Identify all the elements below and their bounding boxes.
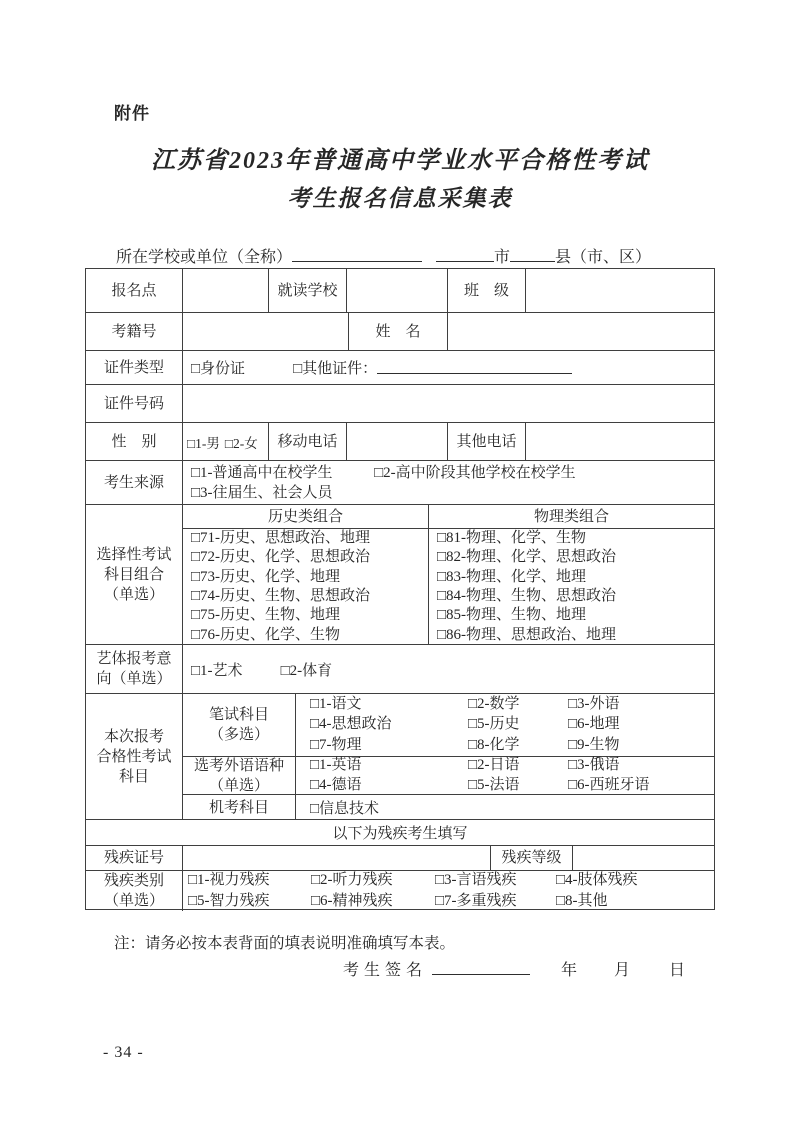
disability-level-input[interactable] bbox=[573, 846, 714, 870]
attending-school-input[interactable] bbox=[347, 269, 448, 312]
class-input[interactable] bbox=[526, 269, 714, 312]
checkbox-option[interactable]: □2-听力残疾 bbox=[311, 872, 393, 889]
checkbox-option[interactable]: □3-言语残疾 bbox=[435, 872, 517, 889]
checkbox-option[interactable]: □5-法语 bbox=[468, 777, 520, 793]
checkbox-option[interactable]: □74-历史、生物、思想政治 bbox=[191, 588, 371, 604]
checkbox-option[interactable]: □71-历史、思想政治、地理 bbox=[191, 530, 371, 547]
arts-intention-options bbox=[183, 645, 714, 693]
written-subjects-label-line1: 笔试科目 bbox=[208, 707, 269, 723]
checkbox-option[interactable]: □5-智力残疾 bbox=[188, 892, 270, 909]
foreign-language-label-line2: （单选） bbox=[208, 777, 269, 794]
form-title-line1: 江苏省2023年普通高中学业水平合格性考试 bbox=[151, 148, 649, 174]
name-label: 姓 名 bbox=[349, 313, 448, 350]
disability-section-header: 以下为残疾考生填写 bbox=[332, 826, 468, 842]
arts-intention-label-line1: 艺体报考意 bbox=[96, 651, 172, 667]
exam-number-label: 考籍号 bbox=[86, 313, 183, 350]
checkbox-option[interactable]: □82-物理、化学、思想政治 bbox=[437, 549, 617, 566]
arts-intention-label bbox=[86, 645, 183, 693]
date-day-label: 日 bbox=[669, 962, 686, 979]
checkbox-option[interactable]: □1-语文 bbox=[310, 696, 362, 713]
foreign-language-row bbox=[183, 757, 714, 795]
id-number-input[interactable] bbox=[183, 385, 714, 422]
current-exam-label-line1: 本次报考 bbox=[103, 728, 164, 745]
selective-combo-label bbox=[86, 505, 183, 644]
school-line bbox=[116, 244, 736, 267]
checkbox-option-male[interactable]: □1-男 bbox=[187, 435, 220, 451]
gender-options bbox=[183, 423, 269, 460]
checkbox-option[interactable]: □7-多重残疾 bbox=[435, 892, 517, 909]
disability-cert-label: 残疾证号 bbox=[86, 846, 183, 870]
registration-point-input[interactable] bbox=[183, 269, 269, 312]
checkbox-option[interactable]: □3-外语 bbox=[568, 696, 620, 713]
note-line: 注：请务必按本表背面的填表说明准确填写本表。 bbox=[114, 935, 456, 952]
form-row-exam-number bbox=[86, 313, 714, 351]
form-row-current-exam bbox=[86, 694, 714, 820]
registration-point-label: 报名点 bbox=[86, 269, 183, 312]
current-exam-label bbox=[86, 694, 183, 819]
form-row-disability-type bbox=[86, 871, 714, 911]
checkbox-option[interactable]: □4-德语 bbox=[310, 777, 362, 793]
disability-type-label-line2: （单选） bbox=[103, 893, 164, 909]
gender-label: 性 别 bbox=[86, 423, 183, 460]
other-phone-label: 其他电话 bbox=[448, 423, 526, 460]
checkbox-option[interactable]: □2-日语 bbox=[468, 756, 520, 773]
written-subjects-row bbox=[183, 694, 714, 757]
signature-line bbox=[0, 957, 800, 983]
current-exam-label-line3: 科目 bbox=[118, 768, 149, 785]
city-blank[interactable] bbox=[436, 246, 494, 262]
checkbox-option[interactable]: □6-地理 bbox=[568, 716, 620, 733]
checkbox-option-it[interactable]: □信息技术 bbox=[310, 801, 380, 817]
name-input[interactable] bbox=[448, 313, 714, 350]
form-row-disability-cert bbox=[86, 846, 714, 871]
arts-intention-label-line2: 向（单选） bbox=[96, 671, 172, 687]
computer-exam-label: 机考科目 bbox=[183, 795, 296, 820]
checkbox-option[interactable]: □81-物理、化学、生物 bbox=[437, 530, 587, 547]
checkbox-option[interactable]: □7-物理 bbox=[310, 736, 362, 753]
checkbox-option[interactable]: □9-生物 bbox=[568, 736, 620, 753]
physics-combo-header: 物理类组合 bbox=[533, 508, 609, 525]
form-title-line2: 考生报名信息采集表 bbox=[287, 186, 513, 211]
physics-combo-options bbox=[437, 529, 616, 645]
checkbox-option-other-cert[interactable]: □其他证件： bbox=[293, 361, 378, 377]
disability-type-options bbox=[183, 871, 714, 911]
id-type-label: 证件类型 bbox=[86, 351, 183, 384]
disability-type-label-line1: 残疾类别 bbox=[103, 873, 164, 889]
county-blank[interactable] bbox=[510, 246, 555, 262]
disability-cert-input[interactable] bbox=[183, 846, 491, 870]
checkbox-option-source-3[interactable]: □3-往届生、社会人员 bbox=[191, 484, 333, 501]
checkbox-option[interactable]: □1-视力残疾 bbox=[188, 872, 270, 889]
checkbox-option[interactable]: □4-思想政治 bbox=[310, 716, 392, 733]
foreign-language-label bbox=[183, 757, 296, 794]
written-subjects-label-line2: （多选） bbox=[208, 727, 269, 743]
other-phone-input[interactable] bbox=[526, 423, 714, 460]
disability-type-label bbox=[86, 871, 183, 911]
signature-label: 考生签名 bbox=[343, 962, 428, 979]
disability-section-header-row bbox=[86, 820, 714, 846]
checkbox-option[interactable]: □75-历史、生物、地理 bbox=[191, 607, 341, 624]
checkbox-option[interactable]: □84-物理、生物、思想政治 bbox=[437, 588, 617, 604]
school-name-blank[interactable] bbox=[292, 246, 422, 262]
city-suffix: 市 bbox=[494, 249, 511, 266]
attending-school-label: 就读学校 bbox=[269, 269, 347, 312]
checkbox-option[interactable]: □1-英语 bbox=[310, 756, 362, 773]
date-year-label: 年 bbox=[561, 962, 578, 979]
checkbox-option[interactable]: □8-化学 bbox=[468, 736, 520, 753]
attachment-label: 附件 bbox=[114, 104, 150, 123]
date-month-label: 月 bbox=[614, 962, 631, 979]
combo-header-row bbox=[183, 505, 714, 529]
checkbox-option[interactable]: □72-历史、化学、思想政治 bbox=[191, 549, 371, 566]
candidate-source-options bbox=[183, 461, 714, 504]
checkbox-option[interactable]: □86-物理、思想政治、地理 bbox=[437, 626, 617, 643]
id-number-label: 证件号码 bbox=[86, 385, 183, 422]
current-exam-label-line2: 合格性考试 bbox=[96, 748, 172, 765]
form-row-arts-intention bbox=[86, 645, 714, 694]
selective-combo-label-line2: 科目组合 bbox=[103, 566, 164, 583]
county-suffix: 县（市、区） bbox=[555, 249, 652, 266]
other-cert-blank[interactable] bbox=[377, 358, 572, 374]
checkbox-option[interactable]: □6-西班牙语 bbox=[568, 777, 650, 793]
checkbox-option[interactable]: □73-历史、化学、地理 bbox=[191, 568, 341, 585]
form-row-candidate-source bbox=[86, 461, 714, 505]
class-label: 班 级 bbox=[448, 269, 526, 312]
signature-blank[interactable] bbox=[432, 959, 530, 975]
foreign-language-label-line1: 选考外语语种 bbox=[193, 757, 284, 774]
written-subjects-label bbox=[183, 694, 296, 756]
selective-combo-label-line3: （单选） bbox=[103, 586, 164, 603]
checkbox-option[interactable]: □76-历史、化学、生物 bbox=[191, 626, 341, 643]
history-combo-header: 历史类组合 bbox=[183, 505, 429, 528]
checkbox-option[interactable]: □6-精神残疾 bbox=[311, 892, 393, 909]
disability-level-label: 残疾等级 bbox=[491, 846, 573, 870]
checkbox-option[interactable]: □3-俄语 bbox=[568, 756, 620, 773]
checkbox-option-source-1[interactable]: □1-普通高中在校学生 bbox=[191, 464, 333, 481]
mobile-phone-input[interactable] bbox=[347, 423, 448, 460]
mobile-phone-label: 移动电话 bbox=[269, 423, 347, 460]
form-row-gender-phone bbox=[86, 423, 714, 461]
id-type-options bbox=[183, 351, 714, 384]
school-line-prefix: 所在学校或单位（全称） bbox=[116, 249, 293, 266]
computer-exam-row bbox=[183, 795, 714, 820]
checkbox-option[interactable]: □8-其他 bbox=[556, 892, 608, 909]
selective-combo-label-line1: 选择性考试 bbox=[96, 546, 172, 563]
checkbox-option[interactable]: □85-物理、生物、地理 bbox=[437, 607, 587, 624]
checkbox-option-id-card[interactable]: □身份证 bbox=[191, 361, 246, 377]
page-number: - 34 - bbox=[103, 1044, 144, 1061]
form-row-registration-point bbox=[86, 269, 714, 313]
candidate-source-label: 考生来源 bbox=[86, 461, 183, 504]
checkbox-option-art[interactable]: □1-艺术 bbox=[191, 662, 243, 679]
written-subjects-options bbox=[296, 694, 714, 756]
history-combo-options bbox=[191, 529, 370, 645]
foreign-language-options bbox=[296, 757, 714, 794]
exam-number-input[interactable] bbox=[183, 313, 349, 350]
checkbox-option[interactable]: □4-肢体残疾 bbox=[556, 872, 638, 889]
checkbox-option[interactable]: □2-数学 bbox=[468, 696, 520, 713]
registration-form-table bbox=[85, 268, 715, 910]
checkbox-option[interactable]: □83-物理、化学、地理 bbox=[437, 568, 587, 585]
form-row-id-type bbox=[86, 351, 714, 385]
form-row-selective-combo bbox=[86, 505, 714, 645]
checkbox-option-source-2[interactable]: □2-高中阶段其他学校在校学生 bbox=[374, 464, 576, 481]
checkbox-option[interactable]: □5-历史 bbox=[468, 716, 520, 733]
combo-options-row bbox=[183, 529, 714, 645]
checkbox-option-sport[interactable]: □2-体育 bbox=[280, 662, 333, 679]
form-row-id-number bbox=[86, 385, 714, 423]
checkbox-option-female[interactable]: □2-女 bbox=[224, 435, 258, 451]
